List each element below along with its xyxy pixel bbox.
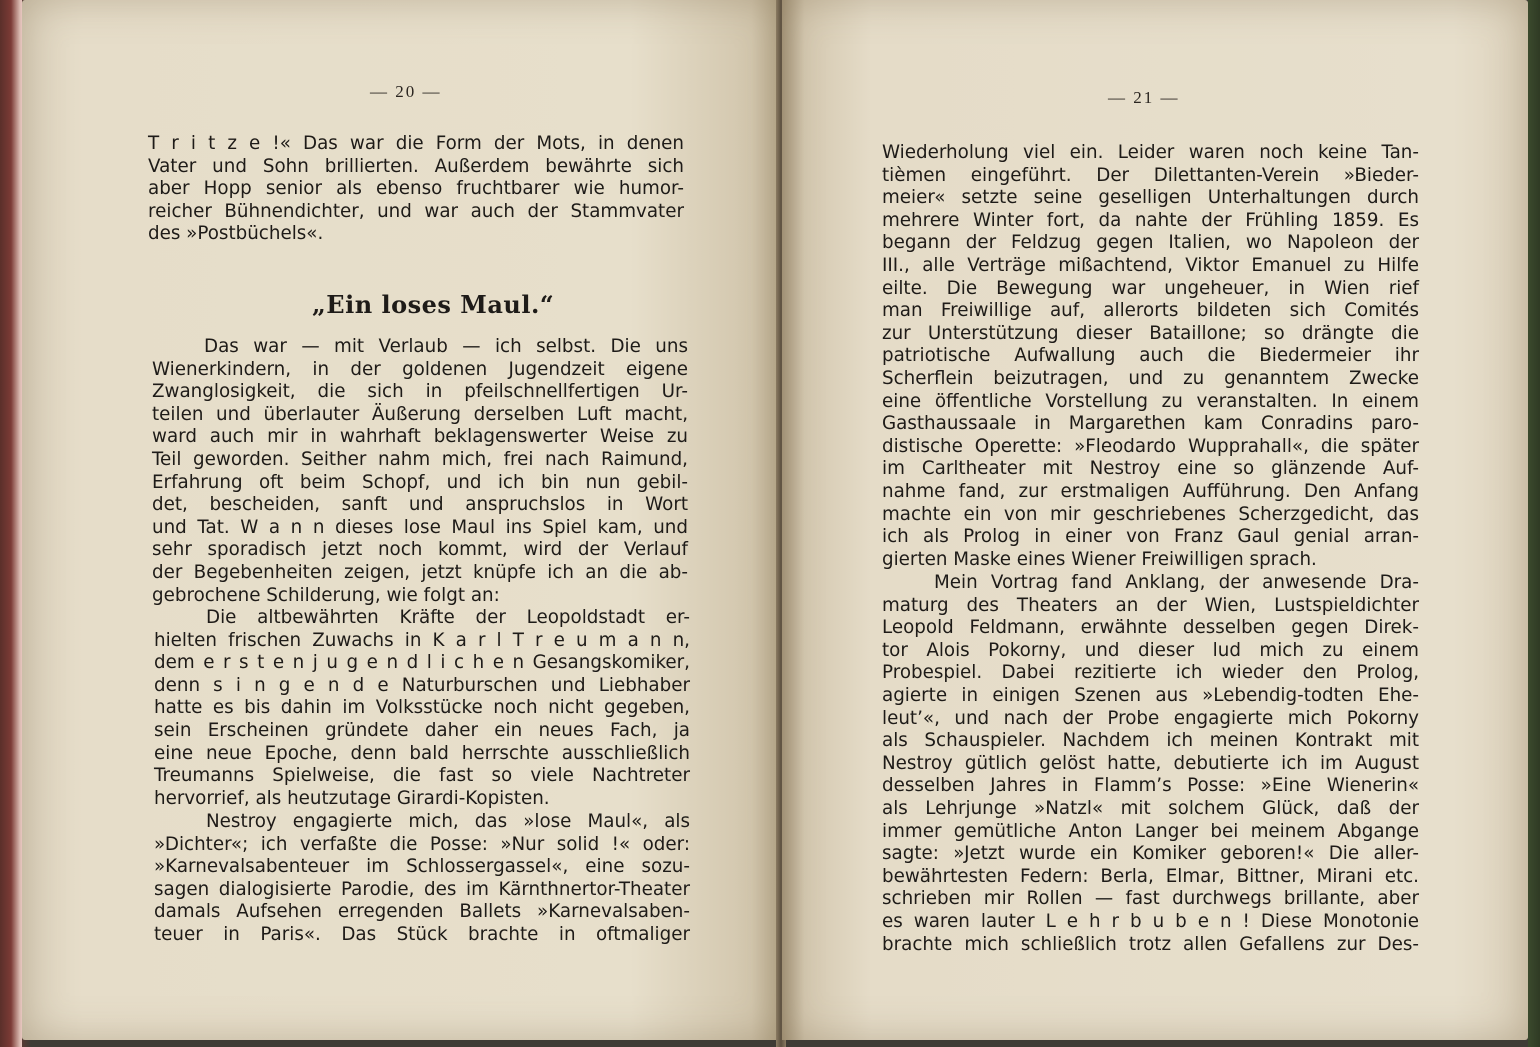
- text-line: sagte: »Jetzt wurde ein Komiker geboren!« Die aller-: [882, 843, 1419, 865]
- text-line: Probespiel. Dabei rezitierte ich wieder den Prolog,: [882, 662, 1419, 684]
- text-line: eilte. Die Bewegung war ungeheuer, in Wien rief: [882, 277, 1419, 299]
- text-line: hatte es bis dahin im Volksstücke noch nicht gegeben,: [154, 697, 690, 719]
- text-line: Wienerkindern, in der goldenen Jugendzeit eigene: [152, 358, 688, 380]
- text-line: patriotische Aufwallung auch die Biedermeier ihr: [882, 345, 1419, 367]
- text-line: brachte mich schließlich trotz allen Gefallens zur Des-: [882, 933, 1419, 955]
- text-line: »Karnevalsabenteuer im Schlossergassel«, eine sozu-: [154, 856, 690, 878]
- text-line: tièmen eingeführt. Der Dilettanten-Verein »Bieder-: [882, 164, 1419, 186]
- left-paragraph-1: [148, 133, 684, 246]
- text-line: teilen und überlauter Äußerung derselben Luft macht,: [152, 403, 688, 425]
- text-line: hielten frischen Zuwachs in K a r l T r e u m a n n,: [154, 629, 690, 651]
- right-page: [782, 0, 1528, 1040]
- text-line: leut’«, und nach der Probe engagierte mich Pokorny: [882, 707, 1419, 729]
- text-line: reicher Bühnendichter, und war auch der Stammvater: [148, 200, 684, 222]
- text-line: bewährtesten Federn: Berla, Elmar, Bittner, Mirani etc.: [882, 865, 1419, 887]
- text-line: »Dichter«; ich verfaßte die Posse: »Nur solid !« oder:: [154, 833, 690, 855]
- text-line: eine öffentliche Vorstellung zu veranstalten. In einem: [882, 390, 1419, 412]
- text-line: schrieben mir Rollen — fast durchwegs brillante, aber: [882, 888, 1419, 910]
- text-line: meier« setzte seine geselligen Unterhaltungen durch: [882, 187, 1419, 209]
- text-line: Das war — mit Verlaub — ich selbst. Die uns: [204, 336, 688, 357]
- text-line: Leopold Feldmann, erwähnte desselben gegen Direk-: [882, 617, 1419, 639]
- text-line: Gasthaussaale in Margarethen kam Conradins paro-: [882, 413, 1419, 435]
- book-cover-edge-right: [1528, 0, 1540, 1047]
- text-line: Vater und Sohn brillierten. Außerdem bewährte sich: [148, 155, 684, 177]
- text-line: gierten Maske eines Wiener Freiwilligen sprach.: [882, 548, 1317, 570]
- text-line: aber Hopp senior als ebenso fruchtbarer wie humor-: [148, 178, 684, 200]
- text-line: agierte in einigen Szenen aus »Lebendig-todten Ehe-: [882, 684, 1419, 706]
- text-line: T r i t z e !« Das war die Form der Mots, in denen: [148, 133, 684, 154]
- text-line: hervorrief, als heutzutage Girardi-Kopisten.: [154, 787, 550, 809]
- text-line: denn s i n g e n d e Naturburschen und Liebhaber: [154, 674, 690, 696]
- left-paragraph-3: [154, 607, 690, 810]
- text-line: Scherflein beizutragen, und zu genanntem Zwecke: [882, 367, 1419, 389]
- text-line: Zwanglosigkeit, die sich in pfeilschnellfertigen Ur-: [152, 381, 688, 403]
- right-paragraph-1: [882, 142, 1419, 571]
- text-line: und Tat. W a n n dieses lose Maul ins Spiel kam, und: [152, 516, 688, 538]
- right-paragraph-2: [882, 572, 1419, 956]
- text-line: Nestroy engagierte mich, das »lose Maul«, als: [206, 811, 690, 832]
- left-paragraph-4: [154, 811, 690, 947]
- text-line: Wiederholung viel ein. Leider waren noch keine Tan-: [882, 142, 1419, 163]
- page-number-right: — 21 —: [1108, 88, 1180, 107]
- text-line: der Begebenheiten zeigen, jetzt knüpfe ich an die ab-: [152, 561, 688, 583]
- book-cover-edge-left: [0, 0, 22, 1047]
- text-line: begann der Feldzug gegen Italien, wo Napoleon der: [882, 232, 1419, 254]
- text-line: immer gemütliche Anton Langer bei meinem Abgange: [882, 820, 1419, 842]
- text-line: des »Postbüchels«.: [148, 223, 324, 245]
- left-paragraph-2: [152, 336, 688, 607]
- text-line: eine neue Epoche, denn bald herrschte ausschließlich: [154, 742, 690, 764]
- text-line: desselben Jahres in Flamm’s Posse: »Eine Wienerin«: [882, 775, 1419, 797]
- left-page: [22, 0, 782, 1040]
- text-line: machte ein von mir geschriebenes Scherzgedicht, das: [882, 503, 1419, 525]
- text-line: Die altbewährten Kräfte der Leopoldstadt er-: [206, 607, 690, 628]
- text-line: Treumanns Spielweise, die fast so viele Nachtreter: [154, 765, 690, 787]
- text-line: ward auch mir in wahrhaft beklagenswerter Weise zu: [152, 426, 688, 448]
- text-line: als Lehrjunge »Natzl« mit solchem Glück, daß der: [882, 797, 1419, 819]
- text-line: sein Erscheinen gründete daher ein neues Fach, ja: [154, 719, 690, 741]
- text-line: sehr sporadisch jetzt noch kommt, wird der Verlauf: [152, 539, 688, 561]
- text-line: III., alle Verträge mißachtend, Viktor Emanuel zu Hilfe: [882, 254, 1419, 276]
- text-line: nahme fand, zur erstmaligen Aufführung. Den Anfang: [882, 480, 1419, 502]
- text-line: man Freiwillige auf, allerorts bildeten sich Comités: [882, 300, 1419, 322]
- text-line: dem e r s t e n j u g e n d l i c h e n Gesangskomiker,: [154, 652, 690, 674]
- text-line: im Carltheater mit Nestroy eine so glänzende Auf-: [882, 458, 1419, 480]
- text-line: Nestroy gütlich gelöst hatte, debutierte ich im August: [882, 752, 1419, 774]
- text-line: als Schauspieler. Nachdem ich meinen Kontrakt mit: [882, 730, 1419, 752]
- text-line: damals Aufsehen erregenden Ballets »Karnevalsaben-: [154, 901, 690, 923]
- section-heading: „Ein loses Maul.“: [312, 290, 555, 319]
- text-line: Teil geworden. Seither nahm mich, frei nach Raimund,: [152, 448, 688, 470]
- text-line: Erfahrung oft beim Schopf, und ich bin nun gebil-: [152, 471, 688, 493]
- text-line: Mein Vortrag fand Anklang, der anwesende Dra-: [934, 572, 1419, 593]
- text-line: det, bescheiden, sanft und anspruchslos in Wort: [152, 494, 688, 516]
- text-line: zur Unterstützung dieser Bataillone; so drängte die: [882, 322, 1419, 344]
- text-line: maturg des Theaters an der Wien, Lustspieldichter: [882, 594, 1419, 616]
- text-line: gebrochene Schilderung, wie folgt an:: [152, 584, 500, 606]
- text-line: teuer in Paris«. Das Stück brachte in oftmaliger: [154, 923, 690, 945]
- text-line: sagen dialogisierte Parodie, des im Kärnthnertor-Theater: [154, 878, 690, 900]
- text-line: tor Alois Pokorny, und dieser lud mich zu einem: [882, 639, 1419, 661]
- text-line: es waren lauter L e h r b u b e n ! Diese Monotonie: [882, 910, 1419, 932]
- text-line: mehrere Winter fort, da nahte der Frühling 1859. Es: [882, 209, 1419, 231]
- text-line: ich als Prolog in einer von Franz Gaul genial arran-: [882, 526, 1419, 548]
- page-number-left: — 20 —: [370, 82, 442, 101]
- text-line: distische Operette: »Fleodardo Wupprahall«, die später: [882, 435, 1419, 457]
